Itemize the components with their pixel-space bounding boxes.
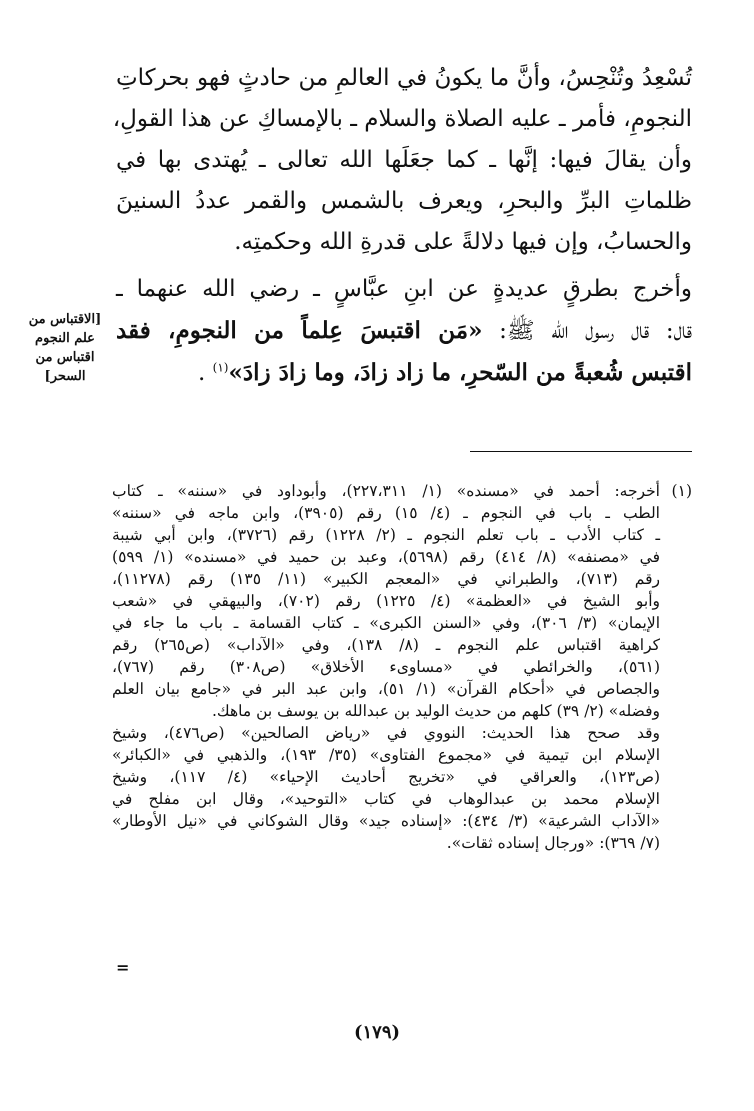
footnote-text (112, 480, 660, 854)
margin-note-line: السحر] (44, 369, 86, 384)
footnote (112, 480, 692, 854)
footnote-line: الإيمان» (٣/ ٣٠٦)، وفي «السنن الكبرى» ـ كتاب القسامة ـ باب ما جاء في (112, 614, 660, 632)
continuation-mark: = (116, 958, 130, 977)
footnote-number: (١) (671, 482, 692, 500)
hadith-quote: «مَن اقتبسَ عِلماً من النجومِ، فقد (116, 317, 483, 344)
text-line: والحسابُ، وإن فيها دلالةً على قدرةِ الله وحكمتِه. (234, 229, 692, 255)
text-line (116, 352, 692, 394)
paragraph-1 (112, 58, 692, 263)
footnote-line: الإسلام ابن تيمية في «مجموع الفتاوى» (٣٥/ ١٩٣)، والذهبي في «الكبائر» (112, 746, 661, 764)
footnote-reference: (١) (212, 360, 229, 375)
footnote-line: (ص١٢٣)، والعراقي في «تخريج أحاديث الإحياء» (٤/ ١١٧)، وشيخ (112, 768, 660, 786)
hadith-quote: اقتبس شُعبةً من السّحرِ، ما زاد زادَ، وما زادَ زادَ» (228, 359, 692, 386)
footnote-line: (٥٦١)، والخرائطي في «مساوىء الأخلاق» (ص٣٠٨) رقم (٧٦٧)، (112, 658, 660, 676)
footnote-separator (470, 451, 692, 452)
footnote-line: أخرجه: أحمد في «مسنده» (١/ ٢٢٧،٣١١)، وأبوداود في «سننه» ـ كتاب (112, 482, 660, 500)
footnote-line: وفضله» (٢/ ٣٩) كلهم من حديث الوليد بن عبدالله بن يوسف بن ماهك. (211, 702, 660, 720)
footnote-line: كراهية اقتباس علم النجوم ـ (٨/ ١٣٨)، وفي «الآداب» (ص٢٦٥) رقم (112, 636, 660, 654)
text-line: تُسْعِدُ وتُنْحِسُ، وأنَّ ما يكونُ في العالمِ من حادثٍ فهو بحركاتِ (116, 65, 692, 91)
footnote-line: «الآداب الشرعية» (٣/ ٤٣٤): «إسناده جيد» وقال الشوكاني في «نيل الأوطار» (112, 812, 660, 830)
margin-note-line: [الاقتباس من (28, 312, 102, 327)
text-line (116, 310, 692, 352)
footnotes (112, 480, 692, 854)
main-body-text (112, 58, 692, 394)
footnote-line: الطب ـ باب في النجوم ـ (٤/ ١٥) رقم (٣٩٠٥)، وابن ماجه في «سننه» (112, 504, 660, 522)
footnote-line: رقم (٧١٣)، والطبراني في «المعجم الكبير» (١١/ ١٣٥) رقم (١١٢٧٨)، (112, 570, 660, 588)
footnote-line: الإسلام محمد بن عبدالوهاب في كتاب «التوحيد»، وقال ابن مفلح في (112, 790, 660, 808)
text-line: وأخرج بطرقٍ عديدةٍ عن ابنِ عبَّاسٍ ـ رضي الله عنهما ـ (116, 276, 692, 302)
margin-note-line: علم النجوم (35, 331, 95, 346)
footnote-line: وقد صحح هذا الحديث: النووي في «رياض الصالحين» (ص٤٧٦)، وشيخ (112, 724, 660, 742)
sentence-end: . (198, 360, 213, 386)
footnote-line: وأبو الشيخ في «العظمة» (٤/ ١٢٢٥) رقم (٧٠٢)، والبيهقي في «شعب (112, 592, 660, 610)
footnote-line: في «مصنفه» (٨/ ٤١٤) رقم (٥٦٩٨)، وعبد بن حميد في «مسنده» (١/ ٥٩٩) (112, 548, 660, 566)
hadith-intro: قال: قال رسول الله ﷺ: (482, 318, 692, 344)
page-number: (١٧٩) (353, 1022, 401, 1043)
margin-note-line: اقتباس من (35, 350, 95, 365)
margin-note (26, 310, 104, 386)
footnote-line: ـ كتاب الأدب ـ باب تعلم النجوم ـ (٢/ ١٢٢٨) رقم (٣٧٢٦)، وابن أبي شيبة (112, 526, 660, 544)
footnote-line: (٧/ ٣٦٩): «ورجال إسناده ثقات». (446, 834, 660, 852)
text-line: ظلماتِ البرِّ والبحرِ، ويعرف بالشمس والقمر عددُ السنينَ (116, 188, 692, 214)
text-line: النجومِ، فأمر ـ عليه الصلاة والسلام ـ بالإمساكِ عن هذا القولِ، (112, 106, 692, 132)
paragraph-2 (116, 269, 692, 394)
footnote-line: والجصاص في «أحكام القرآن» (١/ ٥١)، وابن عبد البر في «جامع بيان العلم (112, 680, 661, 698)
text-line: وأن يقالَ فيها: إنَّها ـ كما جعَلَها الله تعالى ـ يُهتدى بها في (116, 147, 692, 173)
